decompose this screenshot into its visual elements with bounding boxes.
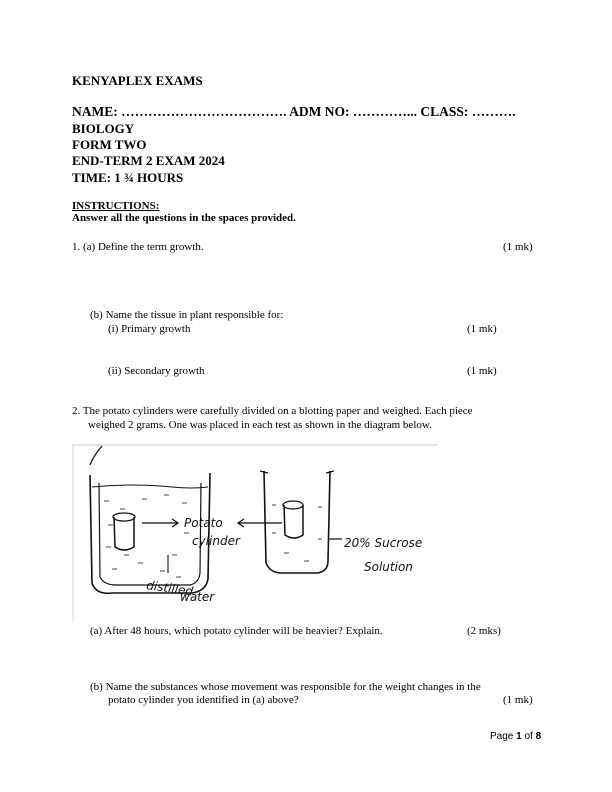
- right-beaker: [264, 471, 330, 573]
- q2b-marks: (1 mk): [503, 694, 533, 706]
- q2-intro-line2: weighed 2 grams. One was placed in each test as shown in the diagram below.: [88, 419, 432, 431]
- label-sucrose: 20% Sucrose: [344, 536, 423, 550]
- right-liquid-marks: [272, 505, 322, 561]
- potato-osmosis-diagram: [72, 443, 438, 625]
- exam-title: END-TERM 2 EXAM 2024: [72, 153, 225, 168]
- subject: BIOLOGY: [72, 121, 135, 136]
- label-cylinder: cylinder: [192, 534, 240, 548]
- label-distilled: distilled: [145, 578, 194, 599]
- of-word: of: [521, 731, 536, 742]
- page-number: [490, 731, 541, 742]
- left-potato-cylinder: [114, 517, 134, 550]
- right-potato-top: [283, 501, 303, 509]
- q1b-i-text: (i) Primary growth: [108, 323, 191, 335]
- label-water: water: [180, 590, 215, 604]
- left-potato-top: [113, 513, 135, 521]
- school-name: KENYAPLEX EXAMS: [72, 73, 203, 88]
- q2b-line1: (b) Name the substances whose movement was responsible for the weight changes in the: [90, 681, 481, 693]
- q1b-text: (b) Name the tissue in plant responsible for:: [90, 309, 284, 321]
- exam-time: TIME: 1 ¾ HOURS: [72, 170, 184, 185]
- q1b-ii-marks: (1 mk): [467, 365, 497, 377]
- name-adm-class-line: NAME: ………………………………. ADM NO: …………... CLASS: ……….: [72, 104, 516, 119]
- page-current: 1: [516, 731, 522, 742]
- q1a-marks: (1 mk): [503, 241, 533, 253]
- diagram-svg: [72, 443, 438, 625]
- q2a-marks: (2 mks): [467, 625, 501, 637]
- page-total: 8: [535, 731, 542, 742]
- q2b-line2: potato cylinder you identified in (a) above?: [108, 694, 299, 706]
- right-potato-cylinder: [284, 505, 303, 538]
- stray-pen-mark: [90, 446, 102, 465]
- left-liquid-marks: [104, 495, 189, 577]
- form: FORM TWO: [72, 137, 147, 152]
- q2-intro-line1: 2. The potato cylinders were carefully divided on a blotting paper and weighed. Each piece: [72, 405, 473, 417]
- page-word: Page: [490, 731, 517, 742]
- left-water-surface: [92, 485, 208, 488]
- q1b-i-marks: (1 mk): [467, 323, 497, 335]
- instructions-text: Answer all the questions in the spaces provided.: [72, 212, 296, 224]
- label-potato: Potato: [184, 516, 223, 530]
- q1b-ii-text: (ii) Secondary growth: [108, 365, 205, 377]
- instructions-title: INSTRUCTIONS:: [72, 200, 160, 212]
- q2a-text: (a) After 48 hours, which potato cylinder will be heavier? Explain.: [90, 625, 383, 637]
- q1a-text: 1. (a) Define the term growth.: [72, 241, 204, 253]
- label-solution: Solution: [364, 560, 413, 574]
